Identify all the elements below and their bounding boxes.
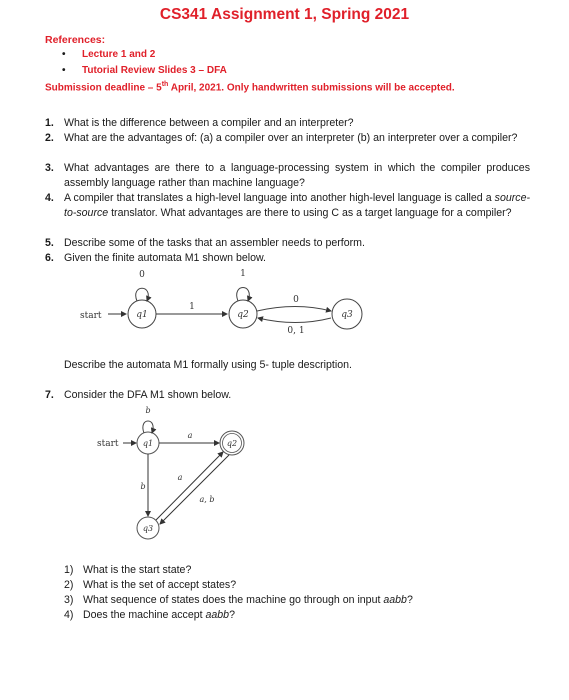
question-number: 4. xyxy=(45,192,54,204)
state-label: q3 xyxy=(341,310,353,320)
question-7 xyxy=(45,388,530,403)
page-title: CS341 Assignment 1, Spring 2021 xyxy=(159,6,410,23)
subquestion-2: 2) What is the set of accept states? xyxy=(64,579,237,591)
question-number: 3. xyxy=(45,162,54,174)
question-text: Describe some of the tasks that an assembler needs to perform. xyxy=(64,237,365,249)
transition-label: 1 xyxy=(189,302,195,312)
loop-q1 xyxy=(136,288,149,301)
transition-label: 0 xyxy=(139,270,145,280)
deadline-prefix: Submission deadline – 5 xyxy=(45,82,162,94)
question-number: 1. xyxy=(45,117,54,129)
subquestion-4: 4) Does the machine accept aabb? xyxy=(64,609,235,621)
transition-label: 1 xyxy=(240,269,246,279)
question-text: A compiler that translates a high-level language into another high-level language is called a source-to-source translator. What advantages are there to using C as a target language for a compiler? xyxy=(64,192,530,219)
state-label: q1 xyxy=(142,439,154,448)
question-text: What advantages are there to a language-processing system in which the compiler produces assembly language rather than machine language? xyxy=(64,162,530,189)
transition-label: a, b xyxy=(199,495,215,504)
question-text: What is the difference between a compiler and an interpreter? xyxy=(64,117,354,129)
state-label: q2 xyxy=(237,310,249,320)
start-label: start xyxy=(97,439,119,449)
transition-label: 0 xyxy=(293,295,299,305)
start-label: start xyxy=(80,311,102,321)
question-text: Consider the DFA M1 shown below. xyxy=(64,389,232,401)
bullet-icon: • xyxy=(62,49,66,60)
edge-q2-q3 xyxy=(257,307,331,312)
deadline-sup: th xyxy=(161,81,169,88)
deadline-suffix: April, 2021. Only handwritten submissions will be accepted. xyxy=(168,82,455,94)
loop-q2 xyxy=(237,288,250,302)
question-number: 7. xyxy=(45,389,54,401)
state-label: q1 xyxy=(136,310,148,320)
edge-q3-q2 xyxy=(156,452,223,520)
question-text: What are the advantages of: (a) a compiler over an interpreter (b) an interpreter over a compiler? xyxy=(64,132,518,144)
question-6-followup: Describe the automata M1 formally using 5- tuple description. xyxy=(64,359,352,371)
reference-text: Tutorial Review Slides 3 – DFA xyxy=(82,65,227,76)
transition-label: b xyxy=(140,482,146,491)
automaton-2 xyxy=(97,406,244,539)
state-label: q2 xyxy=(226,439,238,448)
loop-q1 xyxy=(143,421,153,433)
question-text: Given the finite automata M1 shown below. xyxy=(64,252,266,264)
question-number: 6. xyxy=(45,252,54,264)
question-number: 2. xyxy=(45,132,54,144)
automaton-1 xyxy=(80,269,362,336)
transition-label: a xyxy=(177,473,183,482)
state-label: q3 xyxy=(142,524,154,533)
transition-label: 0, 1 xyxy=(287,326,305,336)
transition-label: a xyxy=(187,431,193,440)
bullet-icon: • xyxy=(62,65,66,76)
references-heading: References: xyxy=(45,34,106,46)
subquestion-1: 1) What is the start state? xyxy=(64,564,192,576)
subquestion-3: 3) What sequence of states does the machine go through on input aabb? xyxy=(64,594,413,606)
edge-q3-q2 xyxy=(258,318,331,323)
reference-text: Lecture 1 and 2 xyxy=(82,49,156,60)
question-number: 5. xyxy=(45,237,54,249)
edge-q2-q3 xyxy=(160,455,229,524)
transition-label: b xyxy=(145,406,151,415)
